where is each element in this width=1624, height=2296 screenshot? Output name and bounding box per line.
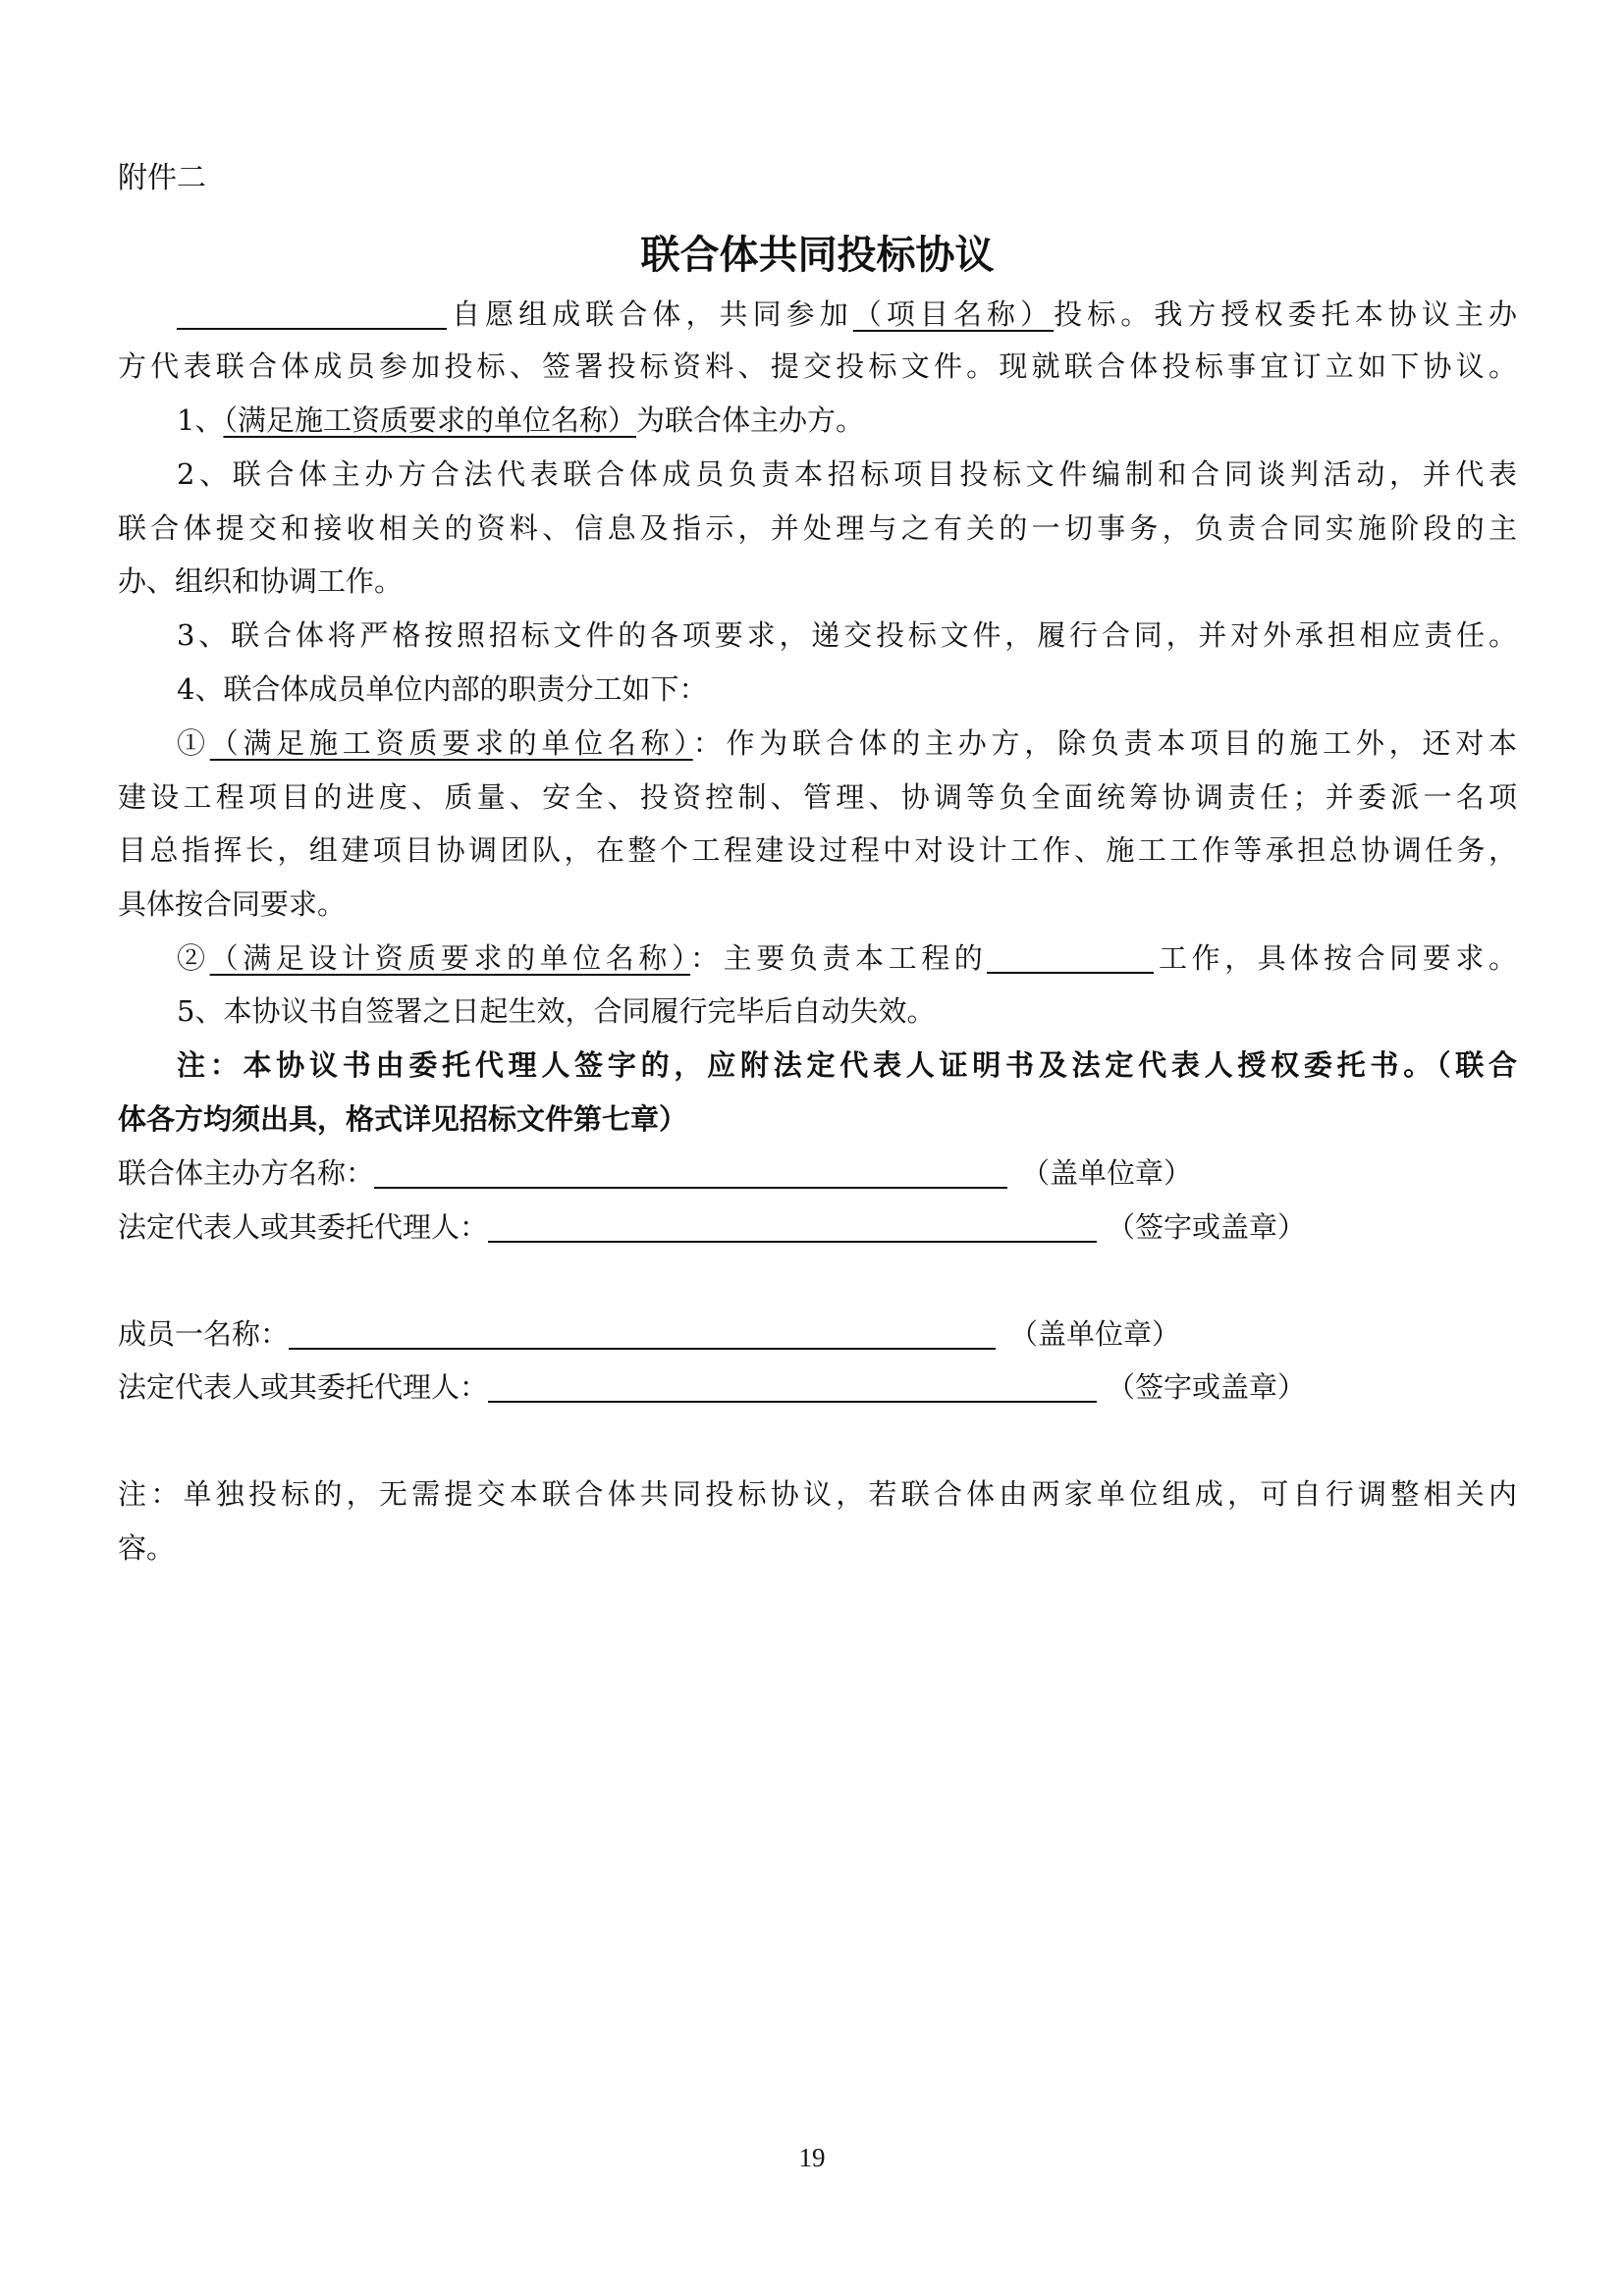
- member-rep-row: 法定代表人或其委托代理人： （签字或盖章）: [118, 1370, 1307, 1404]
- item-1-line-4: 具体按合同要求。: [118, 887, 347, 921]
- item-1-line-3: 目总指挥长，组建项目协调团队，在整个工程建设过程中对设计工作、施工工作等承担总协调任务，: [118, 833, 1517, 867]
- item-1-line-1: ①（满足施工资质要求的单位名称）：作为联合体的主办方，除负责本项目的施工外，还对本: [177, 726, 1517, 760]
- bold-note-line-1: 注：本协议书由委托代理人签字的，应附法定代表人证明书及法定代表人授权委托书。（联合: [177, 1048, 1517, 1082]
- item-1-line-2: 建设工程项目的进度、质量、安全、投资控制、管理、协调等负全面统筹协调责任；并委派一名项: [118, 780, 1517, 814]
- project-name-placeholder: （项目名称）: [852, 297, 1055, 331]
- member-rep-signature-field[interactable]: [488, 1371, 1097, 1403]
- attachment-label: 附件二: [118, 161, 206, 195]
- clause-2-line-1: 2、联合体主办方合法代表联合体成员负责本招标项目投标文件编制和合同谈判活动，并代表: [177, 457, 1517, 491]
- bold-note-line-2: 体各方均须出具，格式详见招标文件第七章）: [118, 1102, 688, 1136]
- clause-2-line-3: 办、组织和协调工作。: [118, 564, 404, 598]
- party-name-blank[interactable]: [177, 298, 447, 330]
- clause-3: 3、联合体将严格按照招标文件的各项要求，递交投标文件，履行合同，并对外承担相应责任。: [177, 618, 1517, 652]
- footer-note-line-2: 容。: [118, 1531, 176, 1565]
- clause-4: 4、联合体成员单位内部的职责分工如下：: [177, 672, 708, 706]
- lead-rep-row: 法定代表人或其委托代理人： （签字或盖章）: [118, 1210, 1307, 1244]
- lead-name-field[interactable]: [374, 1157, 1007, 1189]
- item-1-unit-placeholder: （满足施工资质要求的单位名称）: [209, 726, 693, 760]
- lead-name-row: 联合体主办方名称： （盖单位章）: [118, 1156, 1193, 1190]
- member-name-field[interactable]: [289, 1318, 996, 1350]
- clause-5: 5、本协议书自签署之日起生效，合同履行完毕后自动失效。: [177, 994, 936, 1028]
- page-number: 19: [798, 2143, 826, 2172]
- footer-note-line-1: 注：单独投标的，无需提交本联合体共同投标协议，若联合体由两家单位组成，可自行调整相关内: [118, 1477, 1517, 1511]
- intro-line-1: 自愿组成联合体，共同参加（项目名称）投标。我方授权委托本协议主办: [177, 294, 1517, 334]
- item-2: ②（满足设计资质要求的单位名称）：主要负责本工程的 工作，具体按合同要求。: [177, 941, 1517, 975]
- lead-unit-placeholder: （满足施工资质要求的单位名称）: [223, 403, 636, 437]
- work-scope-blank[interactable]: [987, 942, 1154, 974]
- lead-rep-signature-field[interactable]: [488, 1211, 1097, 1243]
- member-name-row: 成员一名称： （盖单位章）: [118, 1317, 1181, 1351]
- clause-2-line-2: 联合体提交和接收相关的资料、信息及指示，并处理与之有关的一切事务，负责合同实施阶段的主: [118, 511, 1517, 545]
- document-title: 联合体共同投标协议: [640, 232, 995, 278]
- intro-line-2: 方代表联合体成员参加投标、签署投标资料、提交投标文件。现就联合体投标事宜订立如下协议。: [118, 349, 1517, 383]
- clause-1: 1、（满足施工资质要求的单位名称）为联合体主办方。: [177, 403, 864, 437]
- item-2-unit-placeholder: （满足设计资质要求的单位名称）: [209, 941, 691, 975]
